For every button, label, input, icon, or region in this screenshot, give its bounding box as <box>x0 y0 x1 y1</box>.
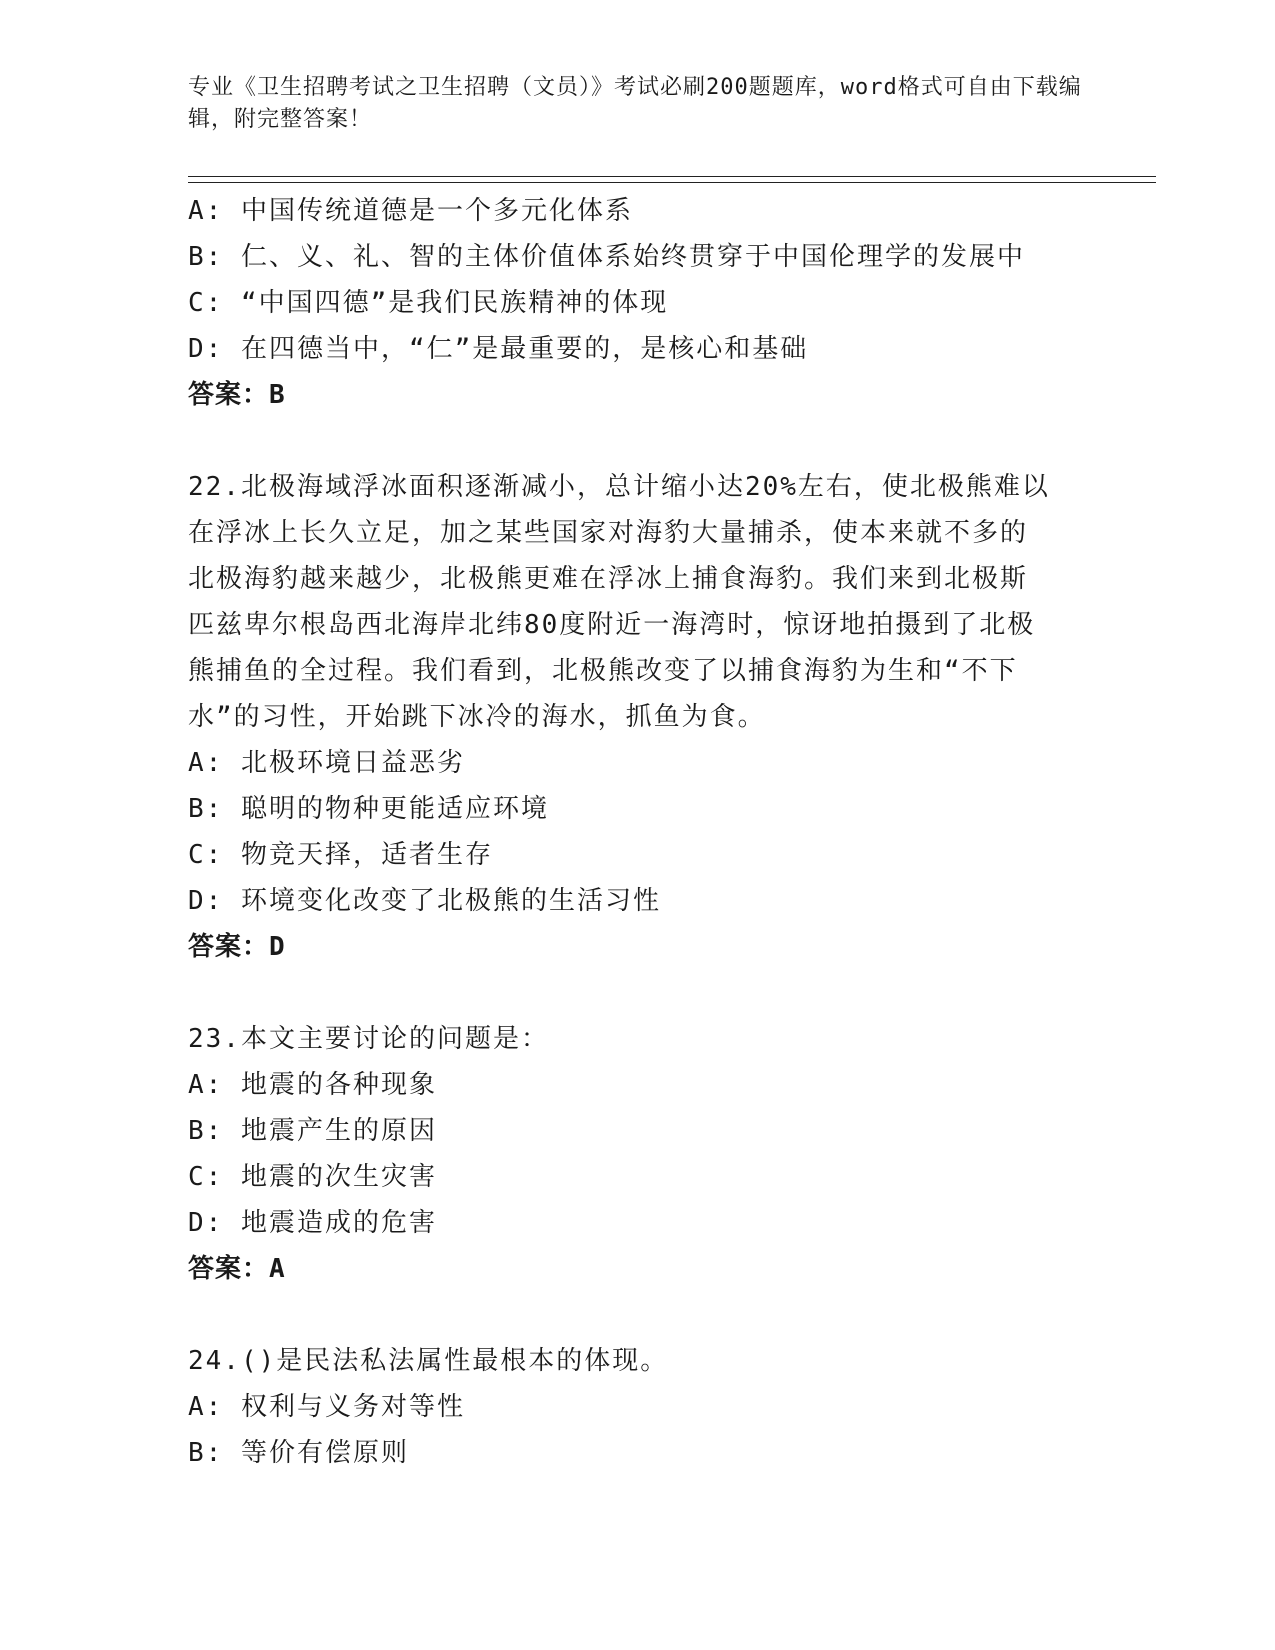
header-divider <box>188 176 1156 183</box>
answer-text: 答案：B <box>188 380 286 410</box>
question-22 <box>188 464 1088 970</box>
option-a: A: 地震的各种现象 <box>188 1070 437 1100</box>
option-d: D: 地震造成的危害 <box>188 1208 437 1238</box>
spacer <box>188 418 1088 464</box>
question-text-line: 水”的习性，开始跳下冰冷的海水，抓鱼为食。 <box>188 702 766 732</box>
option-d: D: 在四德当中，“仁”是最重要的，是核心和基础 <box>188 334 809 364</box>
document-title: 专业《卫生招聘考试之卫生招聘（文员）》考试必刷200题题库，word格式可自由下载编辑，附完整答案！ <box>188 75 1082 132</box>
option-b: B: 等价有偿原则 <box>188 1438 409 1468</box>
question-text-line: 北极海豹越来越少，北极熊更难在浮冰上捕食海豹。我们来到北极斯 <box>188 564 1029 594</box>
question-text: 23.本文主要讨论的问题是： <box>188 1024 549 1054</box>
document-header <box>188 72 1088 136</box>
option-b: B: 地震产生的原因 <box>188 1116 437 1146</box>
question-text-line: 在浮冰上长久立足，加之某些国家对海豹大量捕杀，使本来就不多的 <box>188 518 1029 548</box>
question-text-line: 匹兹卑尔根岛西北海岸北纬80度附近一海湾时，惊讶地拍摄到了北极 <box>188 610 1036 640</box>
option-d: D: 环境变化改变了北极熊的生活习性 <box>188 886 661 916</box>
answer-text: 答案：A <box>188 1254 286 1284</box>
option-c: C: “中国四德”是我们民族精神的体现 <box>188 288 669 318</box>
question-list <box>188 188 1088 1476</box>
option-b: B: 聪明的物种更能适应环境 <box>188 794 549 824</box>
spacer <box>188 1292 1088 1338</box>
question-21 <box>188 188 1088 418</box>
option-a: A: 中国传统道德是一个多元化体系 <box>188 196 633 226</box>
question-text: 24.()是民法私法属性最根本的体现。 <box>188 1346 669 1376</box>
question-text-line: 熊捕鱼的全过程。我们看到，北极熊改变了以捕食海豹为生和“不下 <box>188 656 1018 686</box>
question-text-line: 22.北极海域浮冰面积逐渐减小，总计缩小达20%左右，使北极熊难以 <box>188 472 1050 502</box>
question-24 <box>188 1338 1088 1476</box>
spacer <box>188 970 1088 1016</box>
option-b: B: 仁、义、礼、智的主体价值体系始终贯穿于中国伦理学的发展中 <box>188 242 1025 272</box>
option-c: C: 地震的次生灾害 <box>188 1162 437 1192</box>
answer-text: 答案：D <box>188 932 286 962</box>
option-c: C: 物竞天择，适者生存 <box>188 840 493 870</box>
option-a: A: 北极环境日益恶劣 <box>188 748 465 778</box>
option-a: A: 权利与义务对等性 <box>188 1392 465 1422</box>
question-23 <box>188 1016 1088 1292</box>
